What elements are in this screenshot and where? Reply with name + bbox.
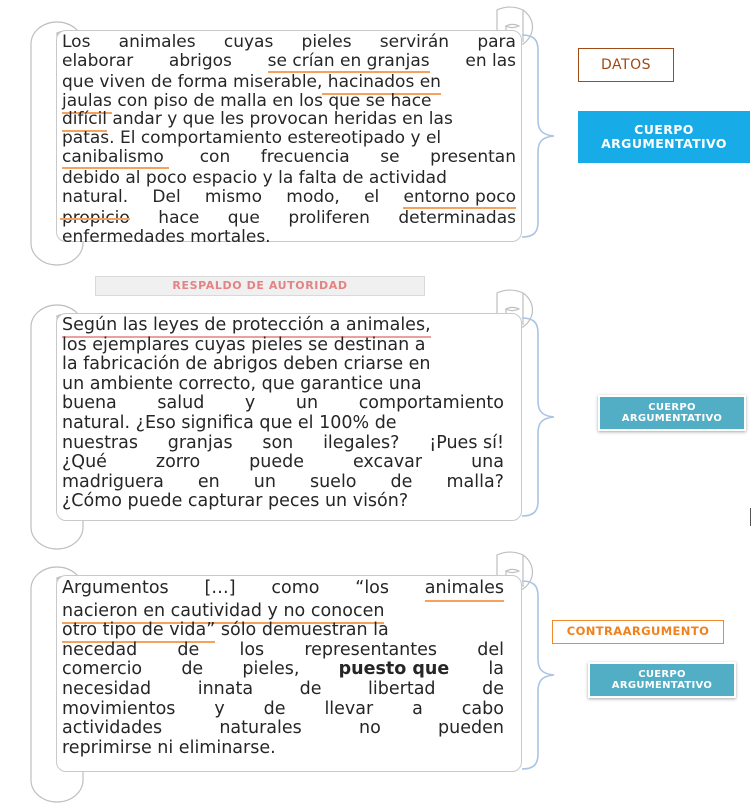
label-cuerpo-2-line2: ARGUMENTATIVO xyxy=(621,413,723,424)
label-cuerpo-argumentativo-1[interactable] xyxy=(578,111,750,163)
page-edge-tick xyxy=(750,508,751,526)
label-cuerpo-argumentativo-2[interactable] xyxy=(598,395,746,431)
label-cuerpo-argumentativo-3[interactable] xyxy=(588,662,736,698)
block-text-datos: Los animales cuyas pieles servirán para elaborar abrigos se crían en granjas en las que viven de forma miserable, hacinados en jaulas con piso de malla en los que se hace difícil andar y que les provocan heridas en las patas. El comportamiento estereotipado y el canibalismo con frecuencia se presentan debido al poco espacio y la falta de actividad natural. Del mismo modo, el entorno poco propicio hace que proliferen determinadas enfermedades mortales. xyxy=(62,32,516,247)
label-cuerpo-1-line2: ARGUMENTATIVO xyxy=(601,136,727,151)
scroll-block-datos xyxy=(0,0,560,270)
scroll-block-contraargumento xyxy=(0,548,560,807)
curly-brace-icon xyxy=(520,315,566,519)
block-text-respaldo: Según las leyes de protección a animales, los ejemplares cuyas pieles se destinan a la fabricación de abrigos deben criarse en un ambiente correcto, que garantice una buena salud y un comportamiento natural. ¿Eso significa que el 100% de nuestras granjas son ilegales? ¡Pues sí! ¿Qué zorro puede excavar una madriguera en un suelo de malla? ¿Cómo puede capturar peces un visón? xyxy=(62,315,504,512)
label-contraargumento-text: CONTRAARGUMENTO xyxy=(566,624,710,639)
label-cuerpo-2-line1: CUERPO xyxy=(648,401,696,413)
label-cuerpo-1-line1: CUERPO xyxy=(634,121,694,137)
label-respaldo-text: RESPALDO DE AUTORIDAD xyxy=(172,278,348,292)
curly-brace-icon xyxy=(520,32,566,240)
label-cuerpo-3-line1: CUERPO xyxy=(638,668,686,680)
scroll-block-respaldo xyxy=(0,287,560,552)
label-datos[interactable] xyxy=(578,48,674,82)
block-text-contraargumento: Argumentos […] como “los animales nacieron en cautividad y no conocen otro tipo de vida” sólo demuestran la necedad de los representantes del comercio de pieles, puesto que la necesidad innata de libertad de movimientos y de llevar a cabo actividades naturales no pueden reprimirse ni eliminarse. xyxy=(62,578,504,758)
label-cuerpo-3-line2: ARGUMENTATIVO xyxy=(611,680,713,691)
label-datos-text: DATOS xyxy=(601,56,651,73)
label-contraargumento[interactable] xyxy=(552,620,724,644)
curly-brace-icon xyxy=(520,578,566,772)
